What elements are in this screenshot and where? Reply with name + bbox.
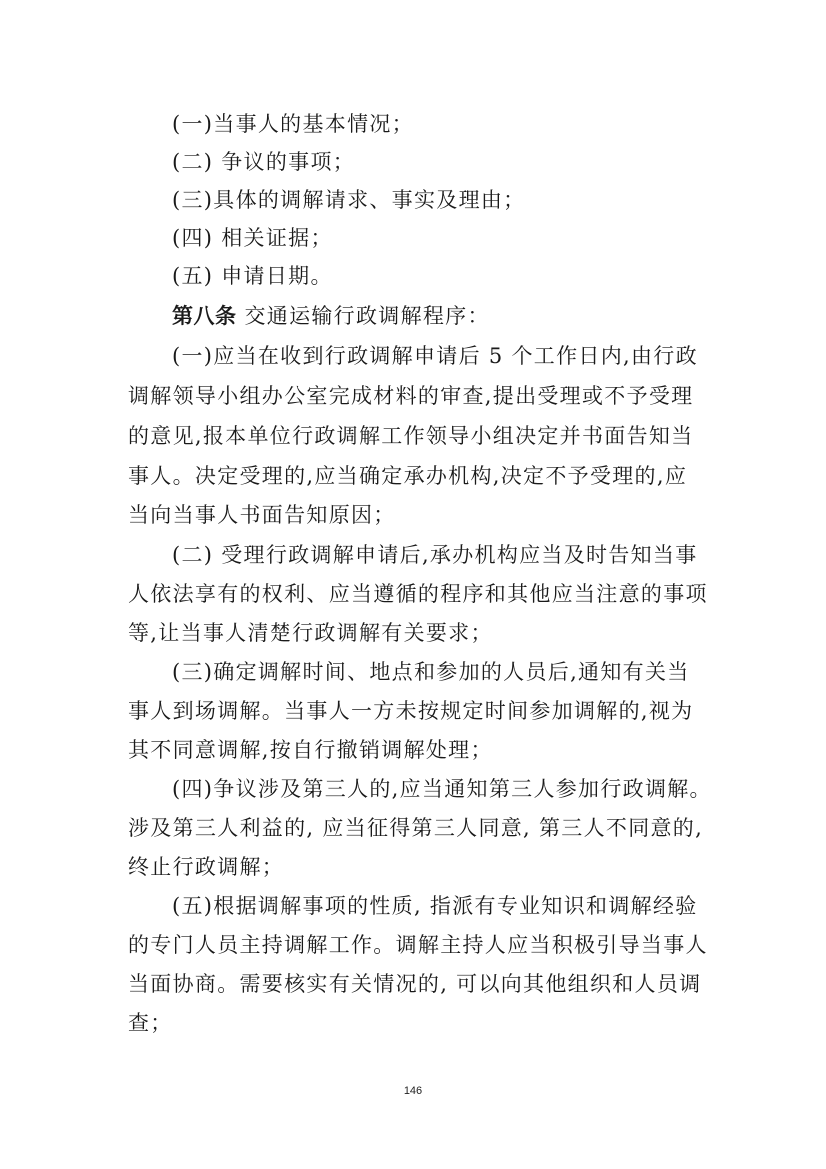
paragraph-line: 终止行政调解； [128, 855, 285, 879]
paragraph-line: (一)应当在收到行政调解申请后 5 个工作日内,由行政 [172, 344, 698, 368]
paragraph-line: (二) 受理行政调解申请后,承办机构应当及时告知当事 [172, 543, 698, 567]
paragraph-line: 涉及第三人利益的, 应当征得第三人同意, 第三人不同意的, [128, 816, 704, 840]
paragraph-line: 查； [128, 1011, 173, 1035]
paragraph-line: 当面协商。需要核实有关情况的, 可以向其他组织和人员调 [128, 972, 702, 996]
list-item: (四) 相关证据； [172, 226, 333, 250]
list-item: (二) 争议的事项； [172, 150, 356, 174]
paragraph-line: 的专门人员主持调解工作。调解主持人应当积极引导当事人 [128, 933, 708, 957]
list-item: (五) 申请日期。 [172, 264, 333, 288]
paragraph-line: 调解领导小组办公室完成材料的审查,提出受理或不予受理 [128, 384, 694, 408]
paragraph-line: 等,让当事人清楚行政调解有关要求； [128, 621, 493, 645]
page-number: 146 [403, 1085, 423, 1097]
paragraph-line: 的意见,报本单位行政调解工作领导小组决定并书面告知当 [128, 424, 694, 448]
paragraph-line: 当向当事人书面告知原因； [128, 503, 396, 527]
paragraph-line: (三)确定调解时间、地点和参加的人员后,通知有关当 [172, 660, 690, 684]
paragraph-line: 事人。决定受理的,应当确定承办机构,决定不予受理的,应 [128, 464, 688, 488]
list-item: (三)具体的调解请求、事实及理由； [172, 188, 526, 212]
article-number: 第八条 [172, 304, 237, 328]
paragraph-line: 其不同意调解,按自行撤销调解处理； [128, 738, 493, 762]
article-heading-line [172, 297, 712, 335]
article-title: 交通运输行政调解程序： [236, 304, 490, 328]
paragraph-line: (四)争议涉及第三人的,应当通知第三人参加行政调解。 [172, 777, 712, 801]
paragraph-line: 人依法享有的权利、应当遵循的程序和其他应当注意的事项 [128, 582, 708, 606]
list-item: (一)当事人的基本情况； [172, 112, 414, 136]
paragraph-line: (五)根据调解事项的性质, 指派有专业知识和调解经验 [172, 894, 698, 918]
paragraph-line: 事人到场调解。当事人一方未按规定时间参加调解的,视为 [128, 699, 694, 723]
